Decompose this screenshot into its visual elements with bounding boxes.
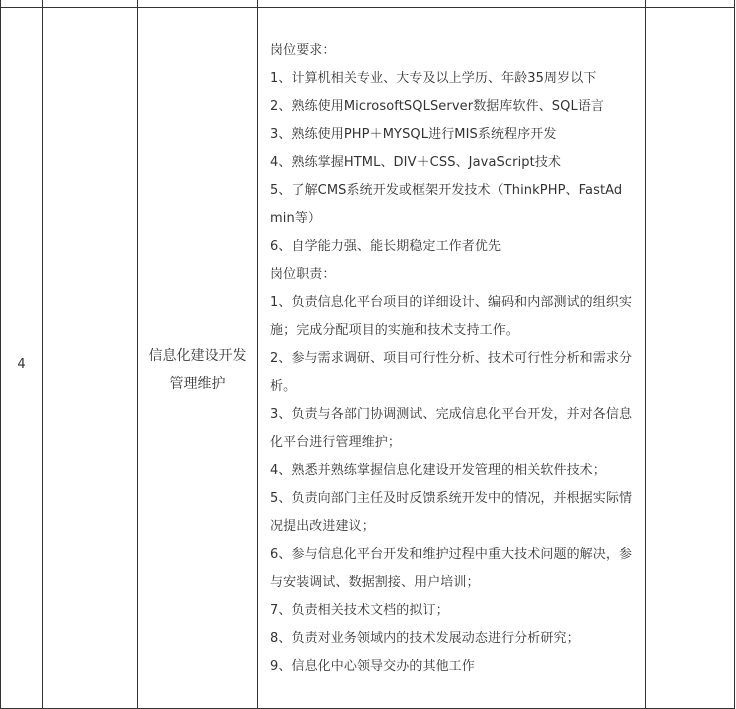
- position-name: 信息化建设开发管理维护: [148, 348, 247, 392]
- requirement-item: 4、熟练掌握HTML、DIV＋CSS、JavaScript技术: [270, 154, 562, 170]
- duty-item: 7、负责相关技术文档的拟订；: [270, 602, 449, 618]
- previous-row-tail: [1, 0, 735, 8]
- requirement-item: 5、了解CMS系统开发或框架开发技术（ThinkPHP、FastAdmin等）: [270, 182, 623, 226]
- duty-item: 8、负责对业务领域内的技术发展动态进行分析研究；: [270, 630, 580, 646]
- position-name-cell: [138, 8, 258, 709]
- duty-item: 5、负责向部门主任及时反馈系统开发中的情况，并根据实际情况提出改进建议；: [270, 490, 633, 534]
- blank-cell: [43, 8, 138, 709]
- duties-heading: 岗位职责：: [270, 266, 336, 282]
- table-cell: [646, 0, 735, 8]
- duty-item: 6、参与信息化平台开发和维护过程中重大技术问题的解决，参与安装调试、数据割接、用户培训；: [270, 546, 633, 590]
- requirement-item: 6、自学能力强、能长期稳定工作者优先: [270, 238, 502, 254]
- requirements-heading: 岗位要求：: [270, 42, 336, 58]
- row-number-cell: [1, 8, 43, 709]
- duty-item: 3、负责与各部门协调测试、完成信息化平台开发，并对各信息化平台进行管理维护；: [270, 406, 633, 450]
- table-cell: [138, 0, 258, 8]
- requirement-item: 2、熟练使用MicrosoftSQLServer数据库软件、SQL语言: [270, 98, 605, 114]
- duty-item: 2、参与需求调研、项目可行性分析、技术可行性分析和需求分析。: [270, 350, 633, 394]
- duty-item: 4、熟悉并熟练掌握信息化建设开发管理的相关软件技术；: [270, 462, 606, 478]
- blank-cell: [646, 8, 735, 709]
- table-row: [1, 8, 735, 709]
- table-cell: [258, 0, 646, 8]
- requirement-item: 1、计算机相关专业、大专及以上学历、年龄35周岁以下: [270, 70, 597, 86]
- duty-item: 1、负责信息化平台项目的详细设计、编码和内部测试的组织实施；完成分配项目的实施和技术支持工作。: [270, 294, 633, 338]
- job-description-cell: [258, 8, 646, 709]
- row-number: 4: [17, 357, 26, 372]
- table-cell: [43, 0, 138, 8]
- job-description-list: [258, 36, 645, 681]
- table-cell: [1, 0, 43, 8]
- duty-item: 9、信息化中心领导交办的其他工作: [270, 658, 475, 674]
- requirement-item: 3、熟练使用PHP＋MYSQL进行MIS系统程序开发: [270, 126, 557, 142]
